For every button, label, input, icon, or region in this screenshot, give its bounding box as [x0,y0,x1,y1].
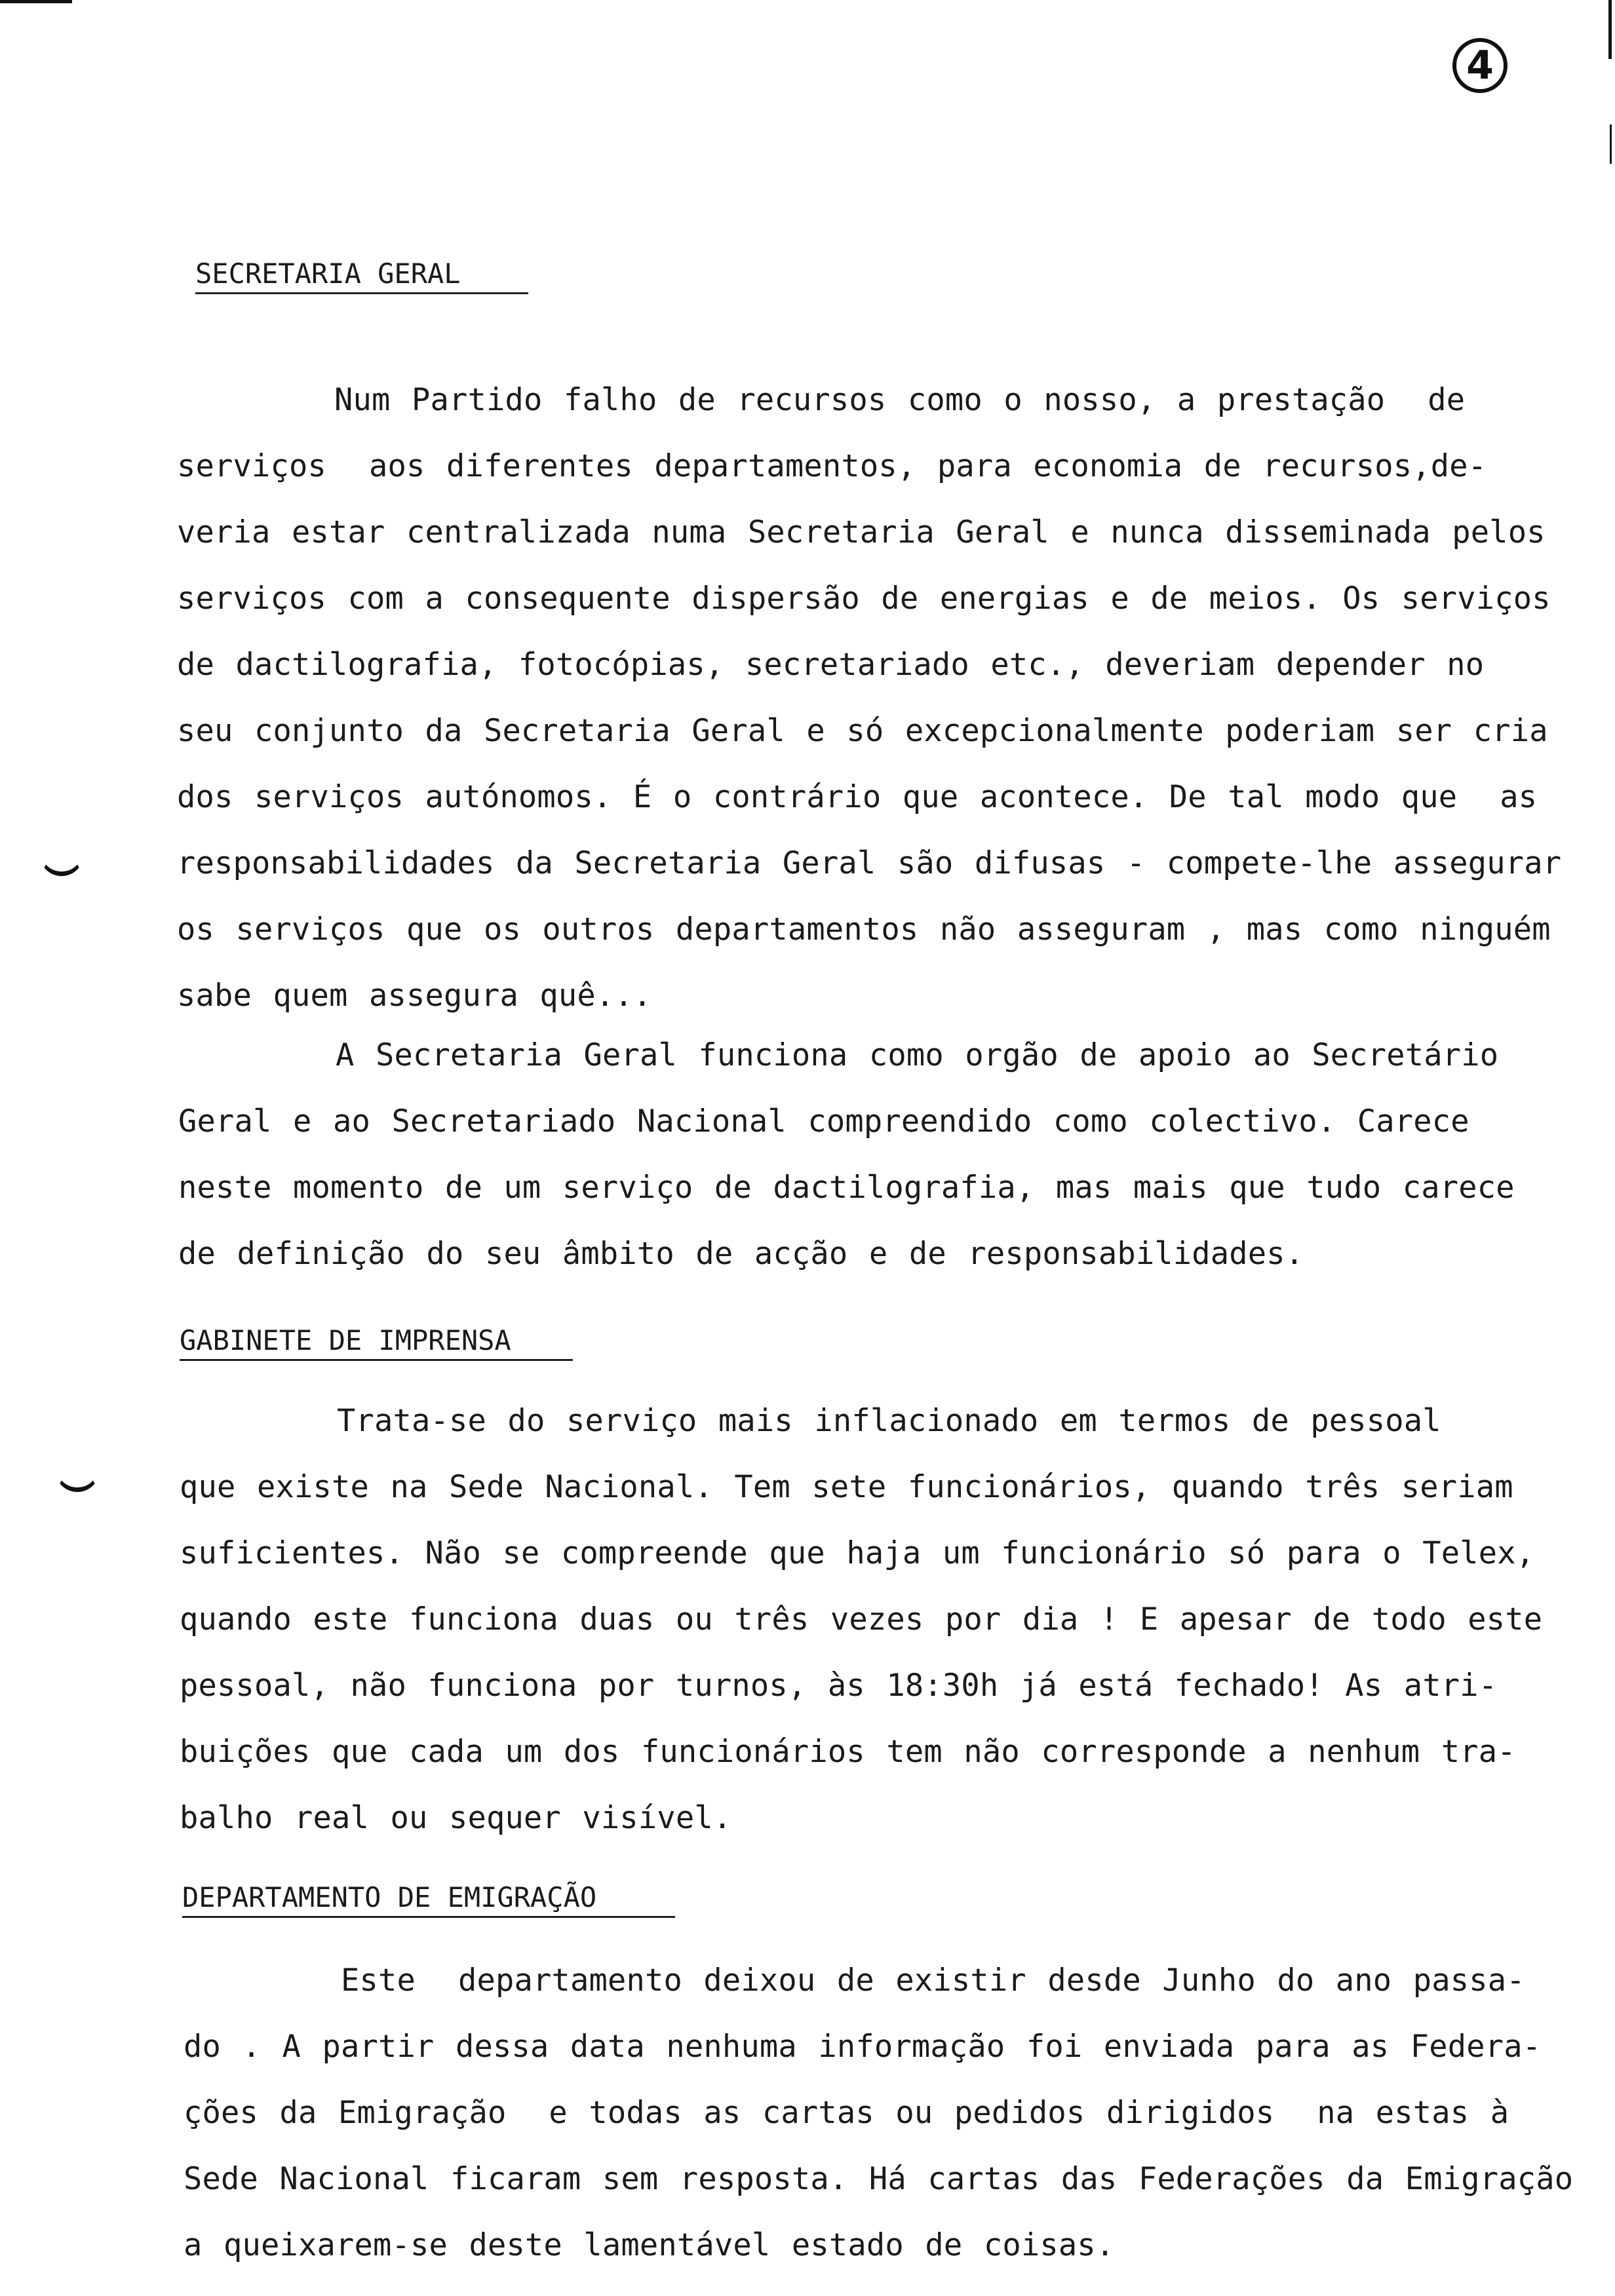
text-line: seu conjunto da Secretaria Geral e só excepcionalmente poderiam ser cria [177,713,1548,749]
page-number: 4 [1452,38,1508,93]
text-line: dos serviços autónomos. É o contrário que acontece. De tal modo que as [177,779,1538,815]
text-line: veria estar centralizada numa Secretaria Geral e nunca disseminada pelos [177,514,1546,550]
paragraph-gabinete-de-imprensa [180,1388,1608,1851]
heading-gabinete-de-imprensa: GABINETE DE IMPRENSA [180,1324,573,1361]
paragraph-secretaria-geral-2 [178,1022,1607,1287]
text-line: buições que cada um dos funcionários tem não corresponde a nenhum tra- [180,1734,1516,1770]
text-line: Sede Nacional ficaram sem resposta. Há cartas das Federações da Emigração [184,2161,1574,2197]
text-line: de dactilografia, fotocópias, secretariado etc., deveriam depender no [177,647,1485,683]
heading-departamento-de-emigracao: DEPARTAMENTO DE EMIGRAÇÃO [182,1881,675,1918]
heading-secretaria-geral: SECRETARIA GERAL [195,257,528,294]
text-line: pessoal, não funciona por turnos, às 18:30h já está fechado! As atri- [180,1668,1498,1704]
text-line: Num Partido falho de recursos como o nosso, a prestação de [334,382,1466,418]
text-line: Trata-se do serviço mais inflacionado em termos de pessoal [337,1403,1441,1439]
text-line: de definição do seu âmbito de acção e de responsabilidades. [178,1236,1304,1272]
text-line: Este departamento deixou de existir desde Junho do ano passa- [341,1962,1525,1999]
margin-check-mark [39,849,84,876]
text-line: suficientes. Não se compreende que haja um funcionário só para o Telex, [180,1535,1535,1571]
paragraph-departamento-de-emigracao [184,1947,1612,2278]
text-line: que existe na Sede Nacional. Tem sete funcionários, quando três seriam [180,1469,1513,1505]
text-line: a queixarem-se deste lamentável estado de coisas. [184,2227,1115,2263]
text-line: serviços aos diferentes departamentos, para economia de recursos,de- [177,448,1487,484]
margin-check-mark [55,1465,100,1492]
text-line: A Secretaria Geral funciona como orgão de apoio ao Secretário [336,1037,1499,1073]
text-line: neste momento de um serviço de dactilografia, mas mais que tudo carece [178,1170,1515,1206]
text-line: responsabilidades da Secretaria Geral são difusas - compete-lhe assegurar [177,845,1562,881]
paragraph-secretaria-geral-1 [177,367,1606,1029]
text-line: Geral e ao Secretariado Nacional compreendido como colectivo. Carece [178,1103,1469,1139]
text-line: sabe quem assegura quê... [177,978,652,1014]
text-line: balho real ou sequer visível. [180,1800,732,1836]
scan-mark-right-edge [1608,0,1612,59]
text-line: os serviços que os outros departamentos não asseguram , mas como ninguém [177,911,1551,947]
text-line: serviços com a consequente dispersão de energias e de meios. Os serviços [177,581,1551,617]
text-line: quando este funciona duas ou três vezes por dia ! E apesar de todo este [180,1601,1543,1637]
scan-mark-top-left [0,0,72,3]
text-line: ções da Emigração e todas as cartas ou pedidos dirigidos na estas à [184,2095,1509,2131]
text-line: do . A partir dessa data nenhuma informação foi enviada para as Federa- [184,2029,1542,2065]
scan-mark-right-edge-lower [1610,124,1612,164]
